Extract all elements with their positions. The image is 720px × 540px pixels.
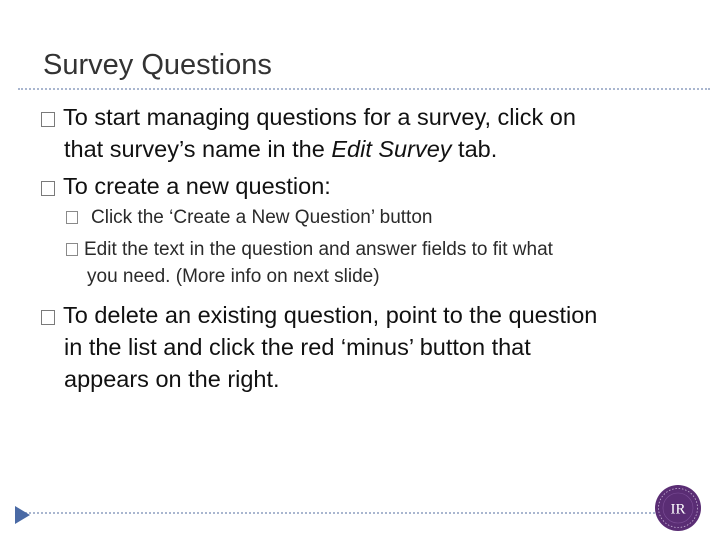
checkbox-bullet-icon <box>41 112 55 127</box>
subbullet-line <box>66 263 553 290</box>
bullet-line <box>41 331 597 363</box>
subbullet-line <box>66 236 553 263</box>
bullet-line <box>41 101 576 133</box>
checkbox-bullet-icon <box>41 310 55 325</box>
bullet-text: To start managing questions for a survey, click on <box>63 104 576 130</box>
bullet-text: tab. <box>451 136 498 162</box>
subbullet-text: Edit the text in the question and answer fields to fit what <box>84 239 553 260</box>
checkbox-bullet-icon <box>66 243 78 256</box>
bullet-line <box>41 133 576 165</box>
subbullet-text: Click the ‘Create a New Question’ button <box>91 207 433 228</box>
bullet-delete-question <box>41 299 597 395</box>
footer-divider <box>18 512 663 514</box>
bullet-line <box>41 363 597 395</box>
subbullet-text: you need. (More info on next slide) <box>87 266 380 287</box>
bullet-create-question <box>41 170 331 202</box>
bullet-line <box>41 170 331 202</box>
checkbox-bullet-icon <box>66 211 78 224</box>
bullet-text: that survey’s name in the <box>64 136 332 162</box>
bullet-text-emphasis: Edit Survey <box>331 136 452 162</box>
subbullet-click-create <box>66 204 432 231</box>
triangle-right-icon[interactable] <box>13 505 31 530</box>
seal-label: IR <box>670 501 686 518</box>
bullet-text: appears on the right. <box>64 366 280 392</box>
bullet-line <box>41 299 597 331</box>
checkbox-bullet-icon <box>41 181 55 196</box>
ir-seal-icon <box>654 484 702 537</box>
bullet-text: To create a new question: <box>63 173 331 199</box>
bullet-start-managing <box>41 101 576 165</box>
bullet-text: To delete an existing question, point to the question <box>63 302 598 328</box>
subbullet-edit-text <box>66 236 553 290</box>
slide-title: Survey Questions <box>43 49 272 81</box>
title-divider <box>18 88 710 90</box>
subbullet-line <box>66 204 432 231</box>
bullet-text: in the list and click the red ‘minus’ button that <box>64 334 531 360</box>
